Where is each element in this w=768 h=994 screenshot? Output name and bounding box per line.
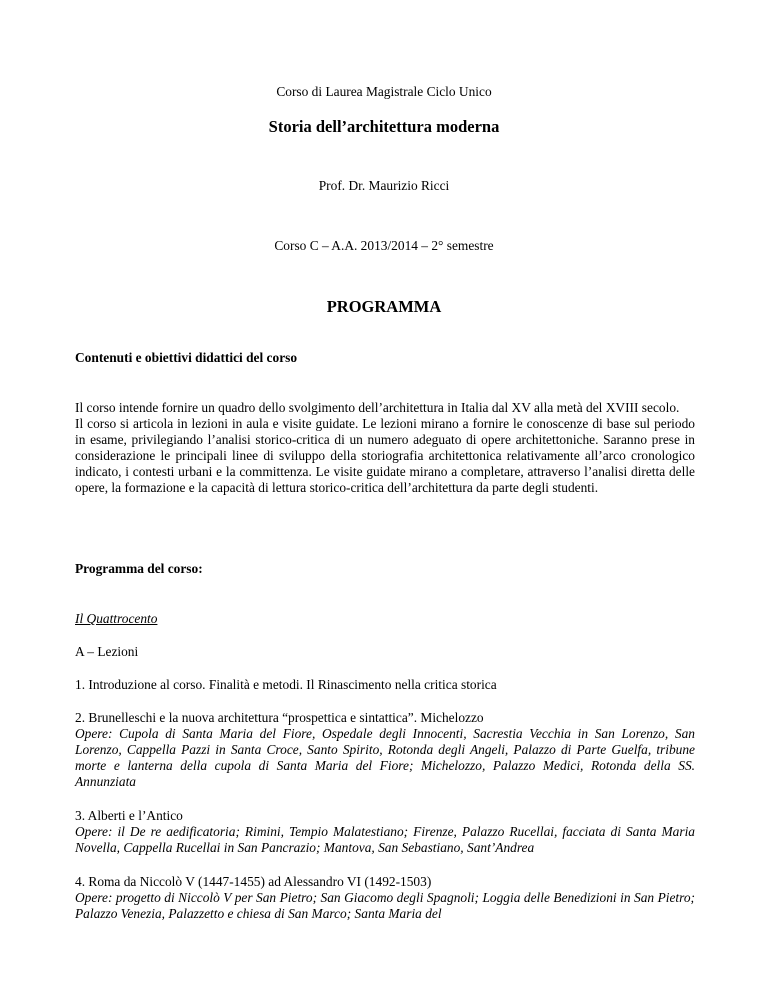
professor-line: Prof. Dr. Maurizio Ricci <box>318 178 450 193</box>
program-heading: PROGRAMMA <box>326 297 442 316</box>
objectives-heading: Contenuti e obiettivi didattici del corso <box>75 350 298 365</box>
lesson-3-works: Opere: il De re aedificatoria; Rimini, Tempio Malatestiano; Firenze, Palazzo Rucellai, facciata di Santa Maria Novella, Cappella Rucellai in San Pancrazio; Mantova, San Sebastiano, Sant’Andrea <box>75 824 695 855</box>
period-heading: Il Quattrocento <box>75 611 158 626</box>
course-title: Storia dell’architettura moderna <box>268 117 500 136</box>
term-line: Corso C – A.A. 2013/2014 – 2° semestre <box>274 238 494 253</box>
lessons-section-label: A – Lezioni <box>75 644 139 659</box>
lesson-4-title: 4. Roma da Niccolò V (1447-1455) ad Alessandro VI (1492-1503) <box>75 874 432 889</box>
lesson-3-title: 3. Alberti e l’Antico <box>75 808 183 823</box>
lesson-4-works: Opere: progetto di Niccolò V per San Pietro; San Giacomo degli Spagnoli; Loggia delle Benedizioni in San Pietro; Palazzo Venezia, Palazzetto e chiesa di San Marco; Santa Maria del <box>75 890 695 921</box>
lesson-2-works: Opere: Cupola di Santa Maria del Fiore, Ospedale degli Innocenti, Sacrestia Vecchia in San Lorenzo, San Lorenzo, Cappella Pazzi in Santa Croce, Santo Spirito, Rotonda degli Angeli, Palazzo di Parte Guelfa, tribune morte e lanterna della cupola di Santa Maria del Fiore; Michelozzo, Palazzo Medici, Rotonda della SS. Annunziata <box>75 726 695 789</box>
program-heading-section: Programma del corso: <box>75 561 203 576</box>
lesson-2-title: 2. Brunelleschi e la nuova architettura “prospettica e sintattica”. Michelozzo <box>75 710 484 725</box>
lesson-1-title: 1. Introduzione al corso. Finalità e metodi. Il Rinascimento nella critica storica <box>75 677 497 692</box>
objectives-paragraph: Il corso intende fornire un quadro dello svolgimento dell’architettura in Italia dal XV alla metà del XVIII secolo. Il corso si articola in lezioni in aula e visite guidate. Le lezioni mirano a fornire le conoscenze di base sul periodo in esame, privilegiando l’analisi storico-critica di un numero adeguato di opere architettoniche. Saranno prese in considerazione le principali linee di sviluppo della storiografia architettonica relativamente all’arco cronologico indicato, i contesti urbani e la committenza. Le visite guidate mirano a completare, attraverso l’analisi diretta delle opere, la formazione e la capacità di lettura storico-critica dell’architettura da parte degli studenti. <box>75 400 695 495</box>
degree-line: Corso di Laurea Magistrale Ciclo Unico <box>276 84 492 99</box>
